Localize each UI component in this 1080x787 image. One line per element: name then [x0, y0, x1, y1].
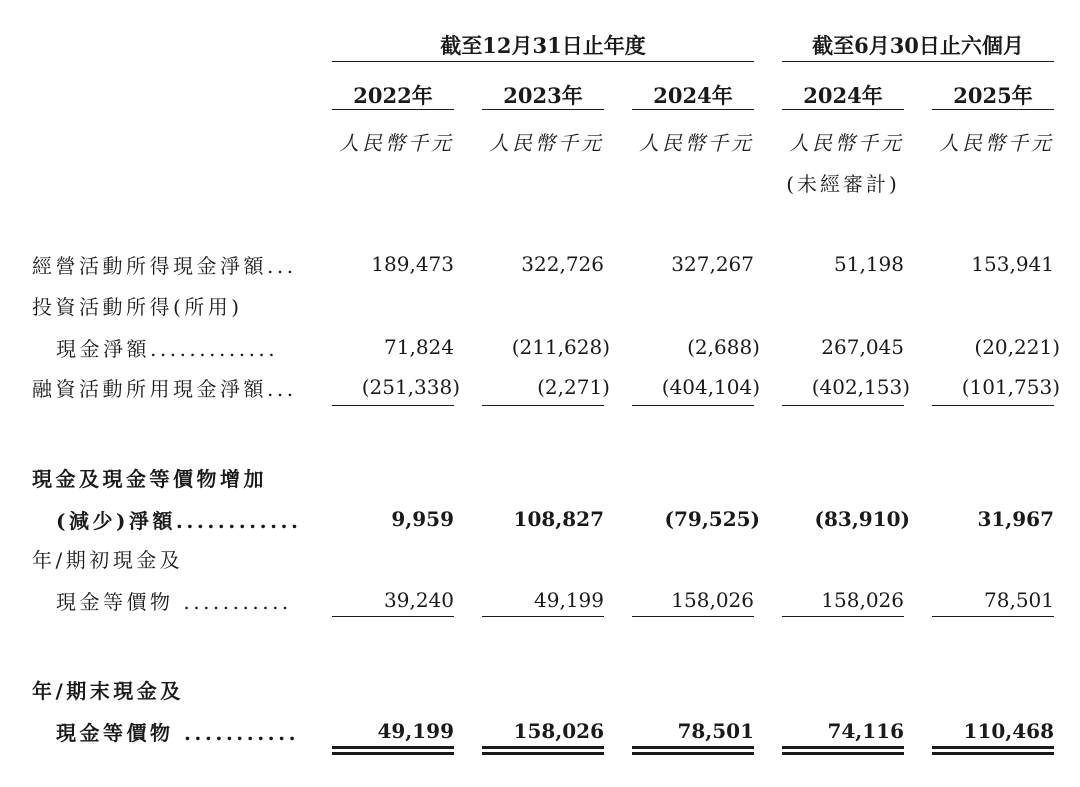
- year-header-2024-h1: 2024年: [803, 83, 883, 108]
- row-label-operating: 經營活動所得現金淨額...: [32, 254, 297, 278]
- table-cell: (101,753): [961, 375, 1060, 399]
- subtotal-rule: [482, 616, 604, 617]
- subtotal-rule: [332, 405, 454, 406]
- header-group-annual-rule: [332, 61, 754, 62]
- table-cell: (211,628): [511, 335, 610, 359]
- table-cell: 51,198: [834, 252, 904, 276]
- table-cell: 78,501: [677, 719, 754, 743]
- row-label-investing: 投資活動所得(所用): [32, 295, 243, 319]
- total-double-rule: [632, 746, 754, 755]
- subtotal-rule: [632, 405, 754, 406]
- row-label-net-change-cont: (減少)淨額............: [56, 509, 302, 533]
- table-cell: 158,026: [513, 719, 604, 743]
- total-double-rule: [482, 746, 604, 755]
- table-cell: 110,468: [963, 719, 1054, 743]
- table-cell: (251,338): [361, 375, 460, 399]
- table-cell: 108,827: [513, 507, 604, 531]
- year-rule: [632, 109, 754, 110]
- table-cell: 189,473: [371, 252, 454, 276]
- table-cell: 39,240: [384, 588, 454, 612]
- row-label-closing-cash-cont: 現金等價物 ...........: [56, 721, 300, 745]
- header-group-annual: 截至12月31日止年度: [440, 33, 646, 58]
- unit-label: 人民幣千元: [939, 131, 1054, 155]
- row-label-closing-cash: 年/期末現金及: [32, 679, 184, 703]
- table-cell: (83,910): [814, 507, 910, 531]
- row-label-net-change: 現金及現金等價物增加: [32, 467, 267, 491]
- table-cell: (2,271): [537, 375, 610, 399]
- table-cell: 158,026: [671, 588, 754, 612]
- table-cell: 9,959: [391, 507, 454, 531]
- table-cell: 49,199: [377, 719, 454, 743]
- table-cell: 322,726: [521, 252, 604, 276]
- row-label-opening-cash-cont: 現金等價物 ...........: [56, 590, 292, 614]
- year-header-2022: 2022年: [353, 83, 433, 108]
- row-label-opening-cash: 年/期初現金及: [32, 548, 184, 572]
- year-rule: [332, 109, 454, 110]
- table-cell: 267,045: [821, 335, 904, 359]
- row-label-investing-cont: 現金淨額.............: [56, 337, 279, 361]
- subtotal-rule: [332, 616, 454, 617]
- subtotal-rule: [932, 405, 1054, 406]
- table-cell: 74,116: [827, 719, 904, 743]
- table-cell: 31,967: [977, 507, 1054, 531]
- table-cell: (20,221): [974, 335, 1060, 359]
- unaudited-note: (未經審計): [786, 172, 900, 196]
- total-double-rule: [932, 746, 1054, 755]
- table-cell: 327,267: [671, 252, 754, 276]
- header-group-six-months: 截至6月30日止六個月: [812, 33, 1024, 58]
- table-cell: (2,688): [687, 335, 760, 359]
- year-header-2024: 2024年: [653, 83, 733, 108]
- table-cell: 71,824: [384, 335, 454, 359]
- row-label-financing: 融資活動所用現金淨額...: [32, 377, 297, 401]
- unit-label: 人民幣千元: [489, 131, 604, 155]
- table-cell: 153,941: [971, 252, 1054, 276]
- year-header-2025-h1: 2025年: [953, 83, 1033, 108]
- year-rule: [782, 109, 904, 110]
- unit-label: 人民幣千元: [339, 131, 454, 155]
- year-rule: [482, 109, 604, 110]
- year-header-2023: 2023年: [503, 83, 583, 108]
- table-cell: 49,199: [534, 588, 604, 612]
- total-double-rule: [332, 746, 454, 755]
- total-double-rule: [782, 746, 904, 755]
- subtotal-rule: [482, 405, 604, 406]
- table-cell: 158,026: [821, 588, 904, 612]
- year-rule: [932, 109, 1054, 110]
- table-cell: (79,525): [664, 507, 760, 531]
- header-group-six-months-rule: [782, 61, 1054, 62]
- subtotal-rule: [782, 616, 904, 617]
- table-cell: (404,104): [661, 375, 760, 399]
- unit-label: 人民幣千元: [639, 131, 754, 155]
- table-cell: (402,153): [811, 375, 910, 399]
- subtotal-rule: [782, 405, 904, 406]
- unit-label: 人民幣千元: [789, 131, 904, 155]
- table-cell: 78,501: [984, 588, 1054, 612]
- subtotal-rule: [932, 616, 1054, 617]
- subtotal-rule: [632, 616, 754, 617]
